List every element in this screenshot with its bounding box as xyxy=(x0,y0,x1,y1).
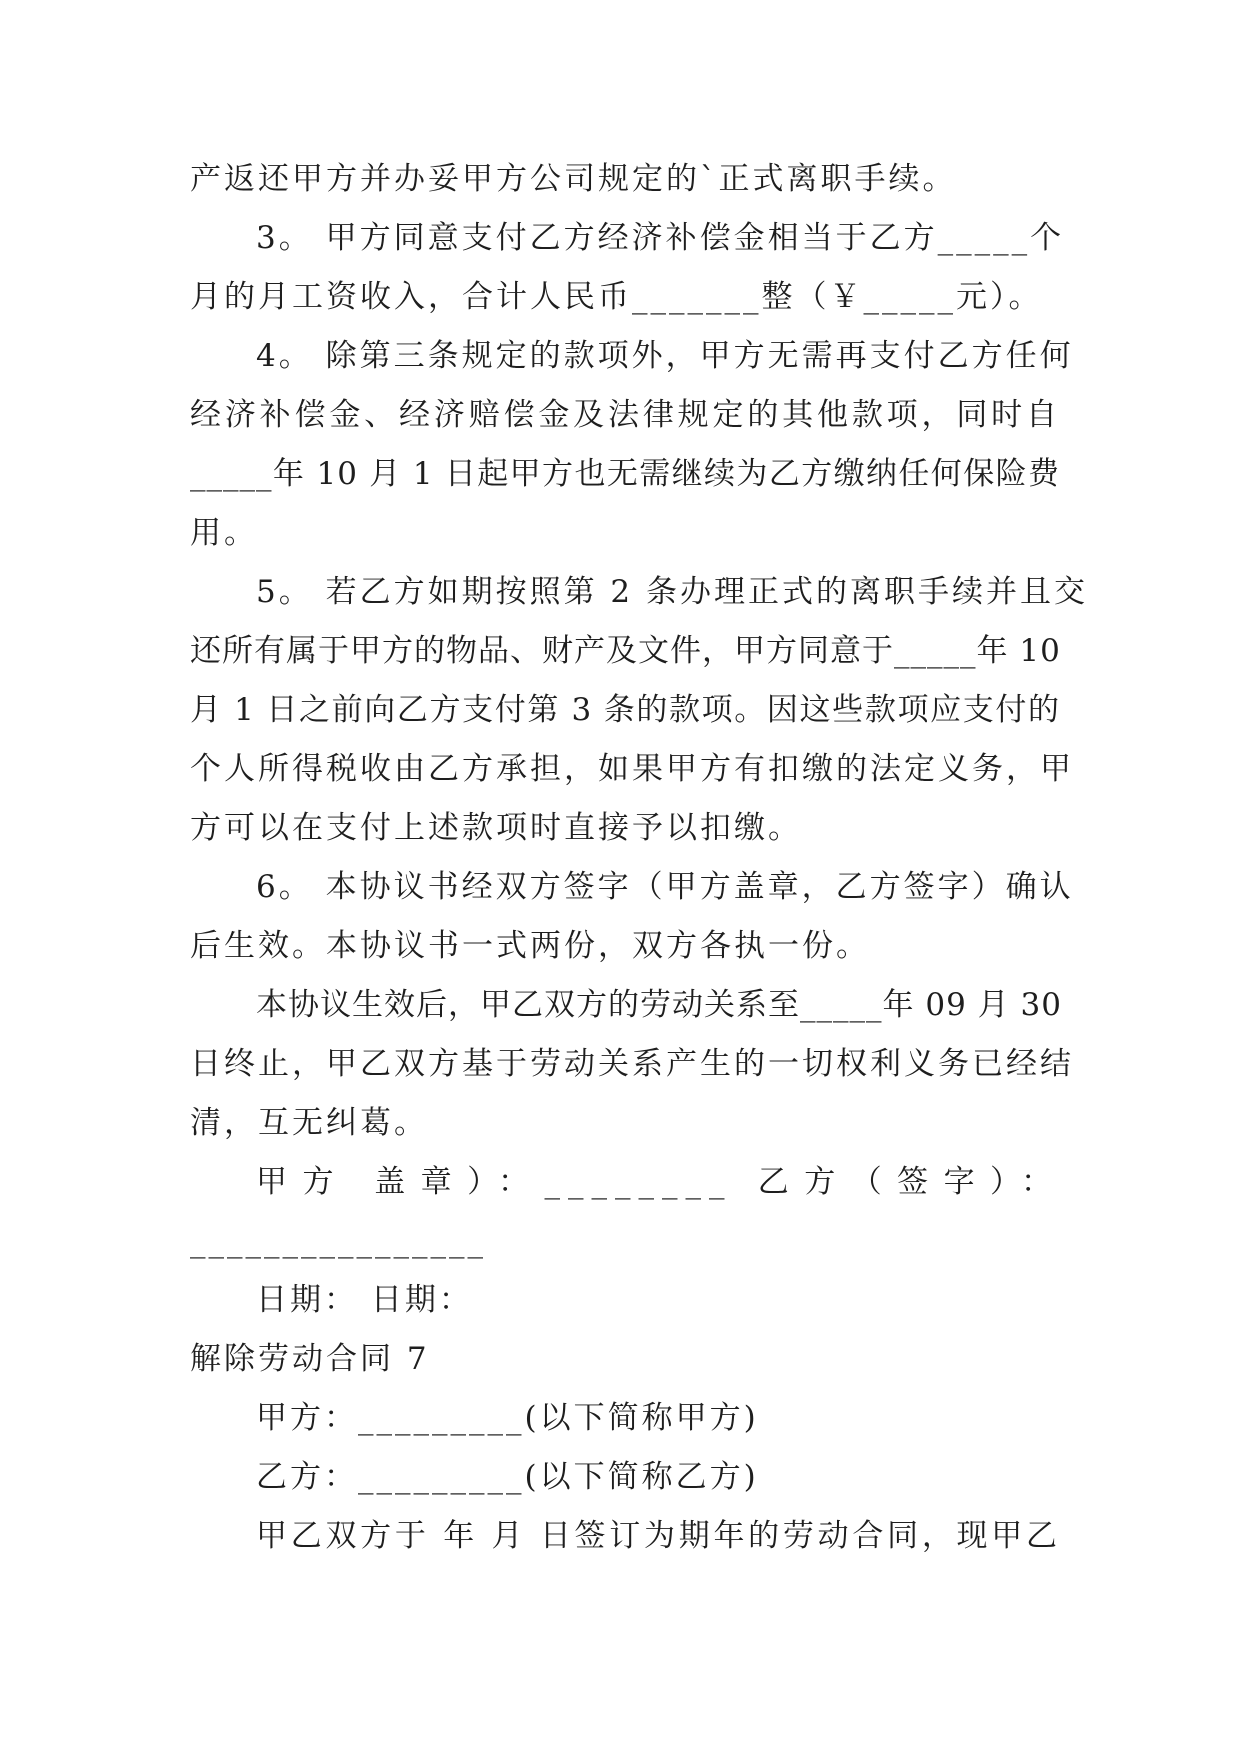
text-line: 产返还甲方并办妥甲方公司规定的`正式离职手续。 xyxy=(190,161,957,197)
clause-3-line: 3。 甲方同意支付乙方经济补偿金相当于乙方_____个 xyxy=(256,220,1065,256)
text-line: 方可以在支付上述款项时直接予以扣缴。 xyxy=(190,810,802,846)
clause-6-line: 6。 本协议书经双方签字（甲方盖章，乙方签字）确认 xyxy=(256,869,1074,905)
text-line: 还所有属于甲方的物品、财产及文件，甲方同意于_____年 10 xyxy=(190,633,1061,669)
text-line: 清，互无纠葛。 xyxy=(190,1105,428,1141)
party-a-line: 甲方：_________(以下简称甲方) xyxy=(256,1400,759,1436)
text-line: 月的月工资收入，合计人民币_______整（￥_____元）。 xyxy=(190,279,1043,315)
signature-underline: ________________ xyxy=(190,1223,486,1259)
party-b-line: 乙方：_________(以下简称乙方) xyxy=(256,1459,759,1495)
document-page xyxy=(190,150,1089,1566)
text-line: 后生效。本协议书一式两份，双方各执一份。 xyxy=(190,928,870,964)
text-line: 经济补偿金、经济赔偿金及法律规定的其他款项，同时自 xyxy=(190,397,1060,433)
section-title: 解除劳动合同 7 xyxy=(190,1341,430,1377)
signature-line: 甲方 盖章）：________ 乙方（签字）： xyxy=(256,1164,1060,1200)
text-line: 用。 xyxy=(190,515,258,551)
text-line: 日终止，甲乙双方基于劳动关系产生的一切权利义务已经结 xyxy=(190,1046,1074,1082)
text-line: 月 1 日之前向乙方支付第 3 条的款项。因这些款项应支付的 xyxy=(190,692,1060,728)
date-line: 日期： 日期： xyxy=(256,1282,473,1318)
clause-5-line: 5。 若乙方如期按照第 2 条办理正式的离职手续并且交 xyxy=(256,574,1089,610)
clause-4-line: 4。 除第三条规定的款项外，甲方无需再支付乙方任何 xyxy=(256,338,1074,374)
text-line: _____年 10 月 1 日起甲方也无需继续为乙方缴纳任何保险费 xyxy=(190,456,1060,492)
text-line: 个人所得税收由乙方承担，如果甲方有扣缴的法定义务，甲 xyxy=(190,751,1074,787)
text-line: 本协议生效后，甲乙双方的劳动关系至_____年 09 月 30 xyxy=(256,987,1062,1023)
text-line: 甲乙双方于 年 月 日签订为期年的劳动合同，现甲乙 xyxy=(256,1518,1060,1554)
